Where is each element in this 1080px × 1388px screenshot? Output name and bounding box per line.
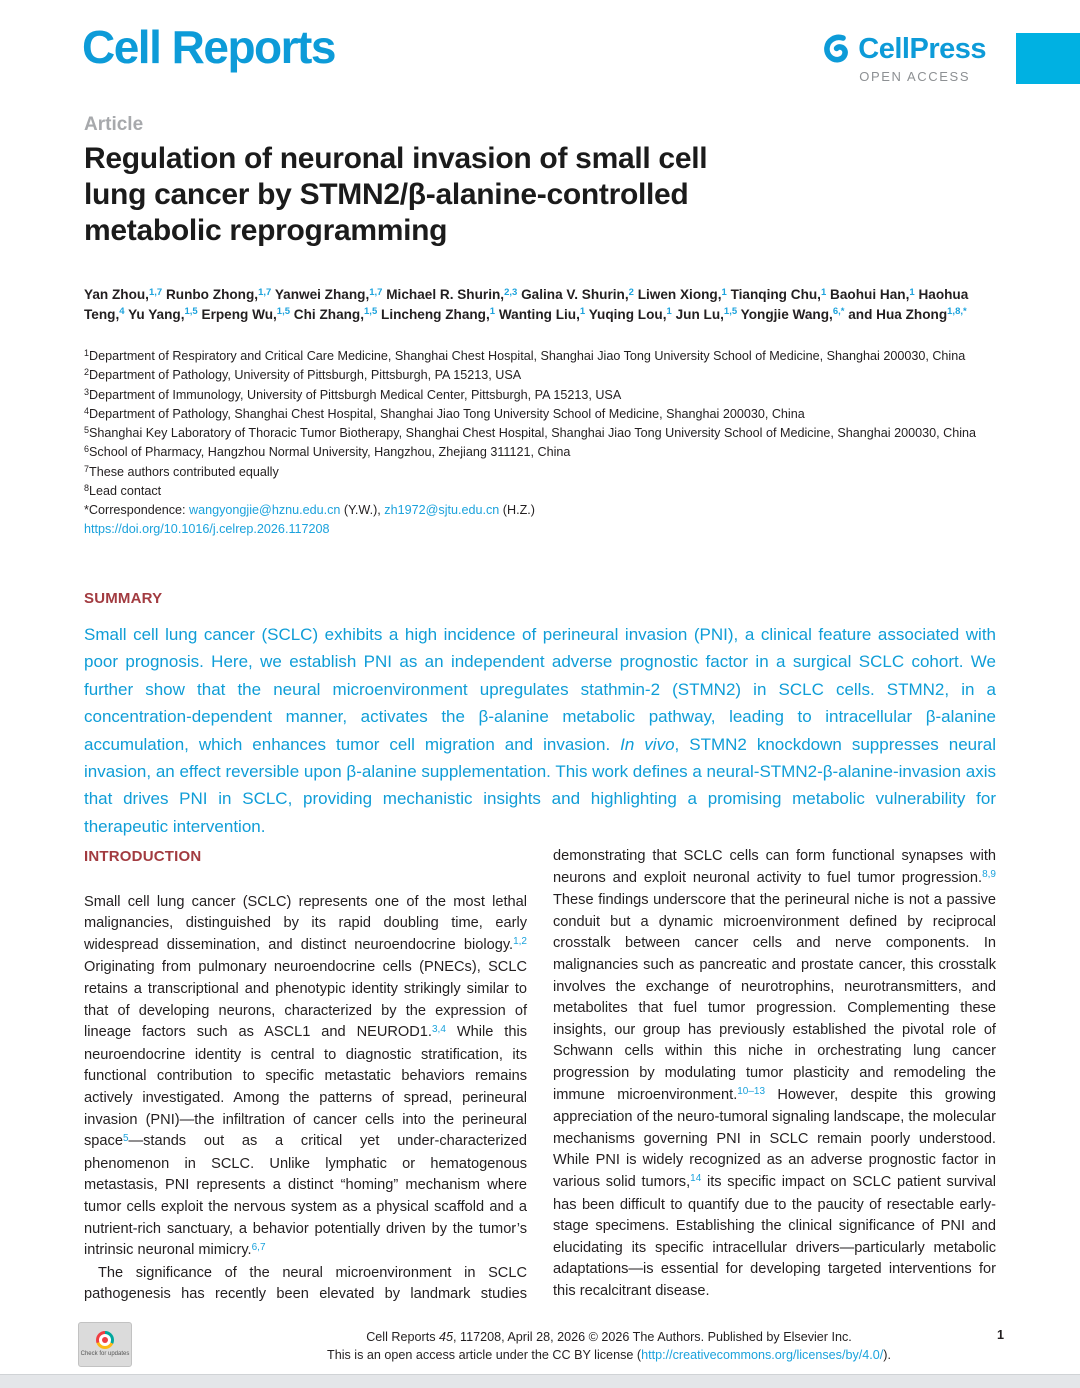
- text-segment: its specific impact on SCLC patient survival has been difficult to quantify due to the paucity of resectable early-stage specimens. Establishing the clinical significance of PNI and elucidating its specific intracellular drivers—particularly metabolic adaptations—is essential for developing targeted interventions for this recalcitrant disease.: [553, 1173, 996, 1299]
- text-segment: Department of Immunology, University of Pittsburgh Medical Center, Pittsburgh, PA 15213, USA: [89, 387, 622, 402]
- contribution-note: $^7$These authors contributed equally: [84, 463, 279, 479]
- affiliation-6: $^6$School of Pharmacy, Hangzhou Normal University, Hangzhou, Zhejiang 311121, China: [84, 444, 571, 460]
- correspondence-email-link[interactable]: wangyongjie@hznu.edu.cn: [189, 503, 341, 518]
- text-segment: While this neuroendocrine identity is central to diagnostic stratification, its functional contribution to specific metastatic behaviors remains actively investigated. Among the patterns of spread, perineural invasion (PNI)—the infiltration of cancer cells into the perineural space: [84, 1024, 527, 1150]
- correspondence-line: [84, 501, 996, 519]
- text-segment: However, despite this growing appreciation of the neuro-tumoral signaling landscape, the molecular mechanisms governing PNI in SCLC remain poorly understood. While PNI is widely recognized as an adverse prognostic factor in various solid tumors,: [553, 1086, 996, 1190]
- page-number: 1: [996, 1328, 1004, 1342]
- affiliation-1: $^1$Department of Respiratory and Critical Care Medicine, Shanghai Chest Hospital, Shanghai Jiao Tong University School of Medicine, Shanghai 200030, China: [84, 347, 966, 363]
- text-segment: (Y.W.),: [340, 503, 385, 518]
- crossmark-icon: [96, 1331, 114, 1349]
- introduction-heading: INTRODUCTION: [84, 848, 202, 865]
- check-for-updates-badge[interactable]: [78, 1322, 132, 1367]
- intro-paragraph: [84, 892, 527, 1263]
- text-segment: These findings underscore that the perineural niche is not a passive conduit but a dynamic microenvironment defined by reciprocal crosstalk between cancer cells and nerve components. In malignancies such as pancreatic and prostate cancer, this crosstalk involves the exchange of neurotrophins, neurotransmitters, and metabolites that fuel tumor progression. Complementing these insights, our group has previously established the pivotal role of Schwann cells within this niche in orchestrating lung cancer progression by modulating tumor plasticity and remodeling the immune microenvironment.: [553, 892, 996, 1103]
- author-name: Yan Zhou,$^{1,7}$: [84, 286, 163, 302]
- title-line: Regulation of neuronal invasion of small cell: [84, 142, 708, 175]
- author-list: [84, 286, 990, 325]
- reference-link[interactable]: 14: [690, 1173, 702, 1185]
- text-segment: , 117208, April 28, 2026 © 2026 The Authors. Published by Elsevier Inc.: [453, 1330, 852, 1344]
- reference-link[interactable]: 5: [122, 1132, 129, 1144]
- text-segment: This is an open access article under the CC BY license (: [327, 1348, 642, 1362]
- lead-contact-note: $^8$Lead contact: [84, 483, 162, 499]
- affiliation-4: $^4$Department of Pathology, Shanghai Chest Hospital, Shanghai Jiao Tong University School of Medicine, Shanghai 200030, China: [84, 405, 805, 421]
- license-link[interactable]: http://creativecommons.org/licenses/by/4.0/: [641, 1348, 884, 1362]
- introduction-section: [84, 846, 996, 1314]
- footer-citation: [230, 1328, 988, 1346]
- article-title: [84, 141, 707, 249]
- summary-text: [84, 621, 996, 840]
- author-name: and Hua Zhong$^{1,8,*}$: [848, 306, 967, 322]
- reference-link[interactable]: 1,2: [513, 936, 527, 948]
- footer: [230, 1328, 988, 1364]
- author-name: Yongjie Wang,$^{6,*}$: [740, 306, 845, 322]
- title-line: lung cancer by STMN2/β-alanine-controlled: [84, 178, 689, 211]
- author-name: Wanting Liu,$^1$: [498, 306, 586, 322]
- text-segment: The significance of the neural microenvironment in SCLC pathogenesis has recently been elevated by landmark studies demonstrating that SCLC cells can form functional synapses with neurons and exploit neuronal activity to fuel tumor progression.: [84, 848, 996, 1303]
- text-segment: Department of Respiratory and Critical Care Medicine, Shanghai Chest Hospital, Shanghai Jiao Tong University School of Medicine, Shanghai 200030, China: [89, 349, 966, 363]
- reference-link[interactable]: 6,7: [251, 1241, 266, 1253]
- corner-accent: [1016, 33, 1080, 84]
- text-segment: Lead contact: [89, 484, 162, 499]
- doi-line: [84, 520, 996, 538]
- text-segment: Shanghai Key Laboratory of Thoracic Tumor Biotherapy, Shanghai Chest Hospital, Shanghai Jiao Tong University School of Medicine, Shanghai 200030, China: [89, 426, 977, 441]
- title-line: metabolic reprogramming: [84, 214, 448, 247]
- footer-license: [230, 1346, 988, 1364]
- affiliation-3: $^3$Department of Immunology, University of Pittsburgh Medical Center, Pittsburgh, PA 15213, USA: [84, 386, 622, 402]
- affiliation-5: $^5$Shanghai Key Laboratory of Thoracic Tumor Biotherapy, Shanghai Chest Hospital, Shanghai Jiao Tong University School of Medicine, Shanghai 200030, China: [84, 425, 977, 441]
- page-edge-strip: [0, 1374, 1080, 1388]
- doi-link[interactable]: https://doi.org/10.1016/j.celrep.2026.117208: [84, 521, 330, 536]
- cellpress-logo: [823, 33, 986, 84]
- text-segment: Cell Reports: [366, 1330, 439, 1344]
- author-name: Runbo Zhong,$^{1,7}$: [165, 286, 272, 302]
- reference-link[interactable]: 3,4: [431, 1023, 446, 1035]
- text-segment: , STMN2 knockdown suppresses neural invasion, an effect reversible upon β-alanine supplementation. This work defines a neural-STMN2-β-alanine-invasion axis that drives PNI in SCLC, providing mechanistic insights and highlighting a promising metabolic vulnerability for therapeutic intervention.: [84, 734, 996, 836]
- text-segment: ).: [883, 1348, 891, 1362]
- text-segment: Originating from pulmonary neuroendocrine cells (PNECs), SCLC retains a transcriptional and phenotypic identity strikingly similar to that of developing neurons, characterized by the expression of lineage factors such as ASCL1 and NEUROD1.: [84, 959, 527, 1041]
- author-name: Chi Zhang,$^{1,5}$: [293, 306, 378, 322]
- text-segment: Small cell lung cancer (SCLC) represents one of the most lethal malignancies, distinguished by its rapid doubling time, early widespread dissemination, and distinct neuroendocrine biology.: [84, 893, 527, 953]
- author-name: Haohua Teng,$^4$: [84, 287, 969, 322]
- author-name: Lincheng Zhang,$^1$: [381, 306, 496, 322]
- affiliation-2: $^2$Department of Pathology, University of Pittsburgh, Pittsburgh, PA 15213, USA: [84, 367, 522, 383]
- affiliations: [84, 347, 996, 538]
- text-segment: 45: [439, 1330, 454, 1344]
- author-name: Yanwei Zhang,$^{1,7}$: [274, 286, 383, 302]
- check-for-updates-label: Check for updates: [80, 1351, 130, 1358]
- author-name: Yuqing Lou,$^1$: [588, 306, 672, 322]
- cellpress-logo-icon: [823, 34, 858, 66]
- author-name: Galina V. Shurin,$^2$: [521, 286, 634, 302]
- text-segment: These authors contributed equally: [89, 464, 279, 479]
- correspondence-email-link[interactable]: zh1972@sjtu.edu.cn: [384, 503, 500, 518]
- journal-logo: Cell Reports: [82, 21, 335, 73]
- text-segment: —stands out as a critical yet under-characterized phenomenon in SCLC. Unlike lymphatic or hematogenous metastasis, PNI represents a distinct “homing” mechanism where tumor cells exploit the nervous system as a physical scaffold and a nutrient-rich sanctuary, a behavior potentially driven by the tumor’s intrinsic neuronal mimicry.: [84, 1133, 527, 1259]
- author-name: Baohui Han,$^1$: [830, 286, 915, 302]
- text-segment: School of Pharmacy, Hangzhou Normal University, Hangzhou, Zhejiang 311121, China: [89, 445, 571, 460]
- article-type-label: Article: [84, 114, 144, 135]
- text-segment: Small cell lung cancer (SCLC) exhibits a high incidence of perineural invasion (PNI), a clinical feature associated with poor prognosis. Here, we establish PNI as an independent adverse prognostic factor in a surgical SCLC cohort. We further show that the neural microenvironment upregulates stathmin-2 (STMN2) in SCLC cells. STMN2, in a concentration-dependent manner, activates the β-alanine metabolic pathway, leading to intracellular β-alanine accumulation, which enhances tumor cell migration and invasion.: [84, 625, 996, 754]
- author-name: Michael R. Shurin,$^{2,3}$: [386, 286, 518, 302]
- text-segment: (H.Z.): [499, 503, 535, 518]
- author-name: Yu Yang,$^{1,5}$: [128, 306, 198, 322]
- author-name: Liwen Xiong,$^1$: [637, 286, 727, 302]
- author-name: Tianqing Chu,$^1$: [730, 286, 827, 302]
- text-segment: Department of Pathology, Shanghai Chest Hospital, Shanghai Jiao Tong University School of Medicine, Shanghai 200030, China: [89, 406, 805, 421]
- text-segment: In vivo: [620, 734, 675, 754]
- reference-link[interactable]: 8,9: [982, 869, 996, 881]
- author-name: Jun Lu,$^{1,5}$: [675, 306, 738, 322]
- summary-heading: SUMMARY: [84, 590, 163, 607]
- text-segment: *Correspondence:: [84, 503, 190, 518]
- text-segment: Department of Pathology, University of Pittsburgh, Pittsburgh, PA 15213, USA: [89, 368, 522, 383]
- open-access-label: OPEN ACCESS: [859, 69, 971, 84]
- cellpress-logo-text: CellPress: [858, 33, 986, 65]
- reference-link[interactable]: 10–13: [737, 1086, 766, 1098]
- author-name: Erpeng Wu,$^{1,5}$: [201, 306, 290, 322]
